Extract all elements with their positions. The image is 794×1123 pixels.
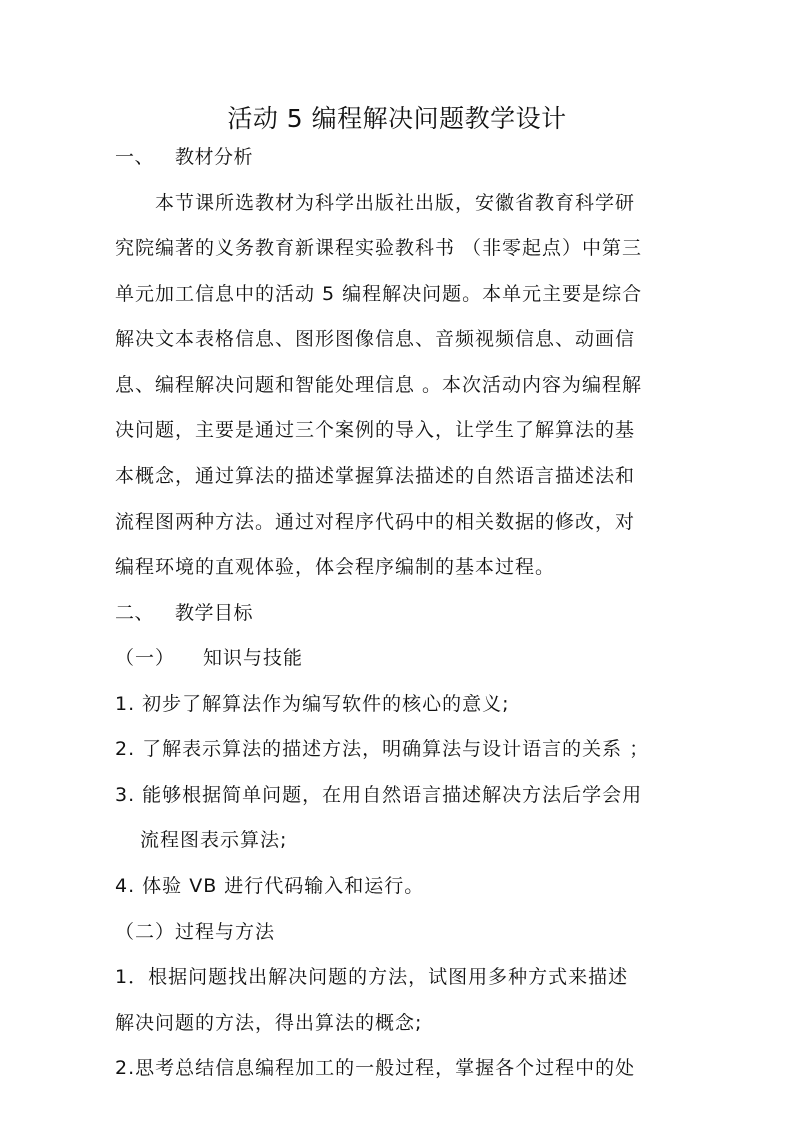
paragraph-line: 究院编著的义务教育新课程实验教科书 （非零起点）中第三 xyxy=(115,237,643,259)
paragraph-line: 单元加工信息中的活动 5 编程解决问题。本单元主要是综合 xyxy=(115,283,643,305)
list-item: 1. 初步了解算法作为编写软件的核心的意义; xyxy=(115,693,510,715)
section-number: 二、 xyxy=(115,602,155,624)
list-item: 1．根据问题找出解决问题的方法，试图用多种方式来描述 xyxy=(115,966,629,988)
paragraph-line: 本概念，通过算法的描述掌握算法描述的自然语言描述法和 xyxy=(115,465,636,487)
section-title: 教材分析 xyxy=(175,146,254,168)
paragraph-line: 编程环境的直观体验，体会程序编制的基本过程。 xyxy=(115,556,556,578)
document-title: 活动 5 编程解决问题教学设计 xyxy=(227,104,567,133)
subsection-heading-knowledge xyxy=(115,644,303,672)
list-item-continuation: 解决问题的方法，得出算法的概念; xyxy=(115,1012,423,1034)
paragraph-line: 息、编程解决问题和智能处理信息 。本次活动内容为编程解 xyxy=(115,374,643,396)
section-heading-objectives xyxy=(115,599,253,627)
list-item: 4. 体验 VB 进行代码输入和运行。 xyxy=(115,875,425,897)
list-item: 2. 了解表示算法的描述方法，明确算法与设计语言的关系 ； xyxy=(115,738,650,760)
paragraph-line: 解决文本表格信息、图形图像信息、音频视频信息、动画信 xyxy=(115,328,636,350)
list-item: 3. 能够根据简单问题，在用自然语言描述解决方法后学会用 xyxy=(115,784,643,806)
section-heading-materials xyxy=(115,143,253,171)
paragraph-line: 本节课所选教材为科学出版社出版，安徽省教育科学研 xyxy=(155,192,636,214)
subsection-number: （一） xyxy=(115,647,176,669)
section-number: 一、 xyxy=(115,146,155,168)
paragraph-line: 流程图两种方法。通过对程序代码中的相关数据的修改，对 xyxy=(115,511,636,533)
section-title: 教学目标 xyxy=(175,602,254,624)
subsection-title: 知识与技能 xyxy=(203,647,304,669)
subsection-heading-process: （二）过程与方法 xyxy=(115,921,276,943)
paragraph-line: 决问题，主要是通过三个案例的导入，让学生了解算法的基 xyxy=(115,419,636,441)
list-item: 2.思考总结信息编程加工的一般过程，掌握各个过程中的处 xyxy=(115,1057,636,1079)
list-item-continuation: 流程图表示算法; xyxy=(140,829,288,851)
